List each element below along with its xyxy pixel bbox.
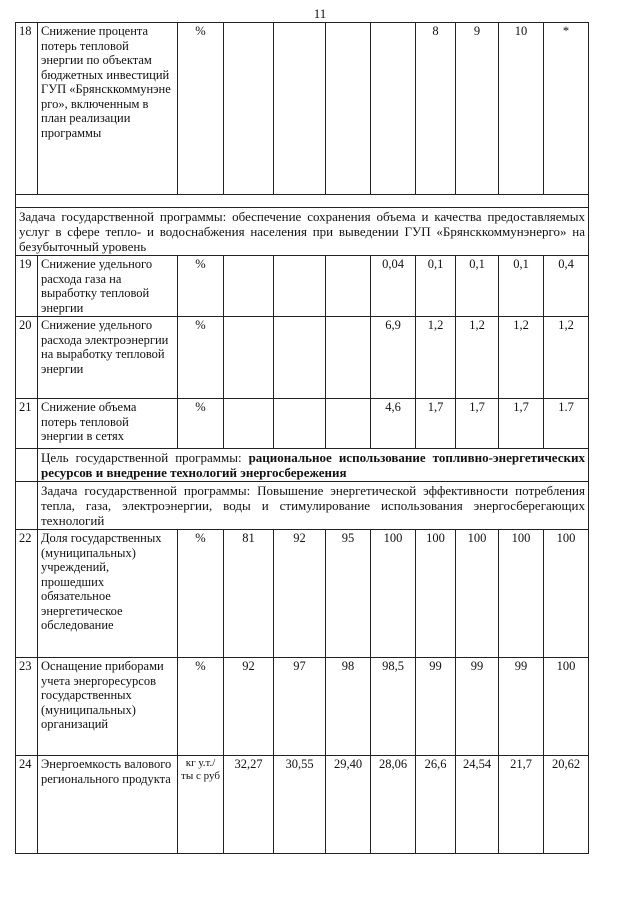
indicator-name: Снижение удельного расхода газа на выработку тепловой энергии xyxy=(38,256,178,317)
unit-cell: % xyxy=(178,317,224,399)
value-cell: 8 xyxy=(416,23,456,195)
value-cell: 99 xyxy=(416,658,456,756)
value-cell xyxy=(326,23,371,195)
indicator-name: Оснащение приборами учета энергоресурсов государственных (муниципальных) организаций xyxy=(38,658,178,756)
task-text: Задача государственной программы: обеспечение сохранения объема и качества предоставляемых услуг в сфере тепло- и водоснабжения населения при выведении ГУП «Брянсккоммунэнерго» на безубыточный уровень xyxy=(16,208,589,256)
value-cell: 1,7 xyxy=(456,399,499,449)
value-cell xyxy=(224,23,274,195)
task-row xyxy=(16,482,589,530)
value-cell: 99 xyxy=(499,658,544,756)
value-cell: 0,1 xyxy=(456,256,499,317)
value-cell: 97 xyxy=(274,658,326,756)
task-row xyxy=(16,208,589,256)
value-cell: 98,5 xyxy=(371,658,416,756)
value-cell: 26,6 xyxy=(416,756,456,854)
table-row xyxy=(16,530,589,658)
value-cell: 92 xyxy=(224,658,274,756)
row-number: 22 xyxy=(16,530,38,658)
value-cell: 100 xyxy=(499,530,544,658)
unit-cell: кг у.т./ты с руб xyxy=(178,756,224,854)
value-cell: 1,2 xyxy=(416,317,456,399)
value-cell xyxy=(326,256,371,317)
spacer-cell xyxy=(16,195,589,208)
value-cell: 1,7 xyxy=(499,399,544,449)
value-cell xyxy=(274,23,326,195)
value-cell xyxy=(326,317,371,399)
value-cell: 20,62 xyxy=(544,756,589,854)
value-cell: 6,9 xyxy=(371,317,416,399)
value-cell: 99 xyxy=(456,658,499,756)
table-row xyxy=(16,23,589,195)
value-cell: 100 xyxy=(416,530,456,658)
table-row xyxy=(16,756,589,854)
goal-row xyxy=(16,449,589,482)
row-number: 21 xyxy=(16,399,38,449)
value-cell: 0,1 xyxy=(499,256,544,317)
table-row xyxy=(16,256,589,317)
value-cell: 100 xyxy=(371,530,416,658)
goal-text xyxy=(38,449,589,482)
value-cell: 0,4 xyxy=(544,256,589,317)
goal-prefix: Цель государственной программы: xyxy=(41,450,242,465)
table-row xyxy=(16,317,589,399)
indicator-name: Доля государственных (муниципальных) учреждений, прошедших обязательное энергетическое обследование xyxy=(38,530,178,658)
value-cell: 100 xyxy=(544,530,589,658)
unit-cell: % xyxy=(178,23,224,195)
indicator-name: Снижение удельного расхода электроэнергии на выработку тепловой энергии xyxy=(38,317,178,399)
table-row xyxy=(16,658,589,756)
unit-cell: % xyxy=(178,658,224,756)
value-cell: 0,04 xyxy=(371,256,416,317)
value-cell: 30,55 xyxy=(274,756,326,854)
value-cell: 1,2 xyxy=(544,317,589,399)
unit-cell: % xyxy=(178,530,224,658)
unit-cell: % xyxy=(178,399,224,449)
value-cell: 100 xyxy=(544,658,589,756)
value-cell xyxy=(224,399,274,449)
goal-bold-text: рациональное использование топливно-энергетических ресурсов и внедрение технологий энергосбережения xyxy=(41,450,585,480)
value-cell: 10 xyxy=(499,23,544,195)
indicator-name: Снижение объема потерь тепловой энергии в сетях xyxy=(38,399,178,449)
value-cell: 28,06 xyxy=(371,756,416,854)
page-number: 11 xyxy=(313,6,327,21)
spacer-row xyxy=(16,195,589,208)
indicator-name: Снижение процента потерь тепловой энергии по объектам бюджетных инвестиций ГУП «Брянсккоммунэне рго», включенным в план реализации программы xyxy=(38,23,178,195)
goal-empty-cell xyxy=(16,449,38,482)
unit-cell: % xyxy=(178,256,224,317)
value-cell: 1,7 xyxy=(416,399,456,449)
value-cell: 4,6 xyxy=(371,399,416,449)
value-cell xyxy=(274,317,326,399)
row-number: 23 xyxy=(16,658,38,756)
row-number: 20 xyxy=(16,317,38,399)
value-cell: * xyxy=(544,23,589,195)
row-number: 18 xyxy=(16,23,38,195)
value-cell: 1,2 xyxy=(456,317,499,399)
table-row xyxy=(16,399,589,449)
value-cell: 98 xyxy=(326,658,371,756)
row-number: 19 xyxy=(16,256,38,317)
value-cell: 92 xyxy=(274,530,326,658)
value-cell: 29,40 xyxy=(326,756,371,854)
value-cell xyxy=(224,317,274,399)
value-cell: 32,27 xyxy=(224,756,274,854)
value-cell xyxy=(371,23,416,195)
indicator-name: Энергоемкость валового регионального продукта xyxy=(38,756,178,854)
row-number: 24 xyxy=(16,756,38,854)
value-cell: 21,7 xyxy=(499,756,544,854)
task-text: Задача государственной программы: Повышение энергетической эффективности потребления тепла, газа, электроэнергии, воды и стимулирование использования энергосберегающих технологий xyxy=(38,482,589,530)
value-cell: 95 xyxy=(326,530,371,658)
value-cell xyxy=(224,256,274,317)
value-cell xyxy=(326,399,371,449)
value-cell xyxy=(274,399,326,449)
value-cell: 81 xyxy=(224,530,274,658)
value-cell: 1.7 xyxy=(544,399,589,449)
task-empty-cell xyxy=(16,482,38,530)
value-cell: 9 xyxy=(456,23,499,195)
value-cell: 100 xyxy=(456,530,499,658)
value-cell: 1,2 xyxy=(499,317,544,399)
value-cell: 0,1 xyxy=(416,256,456,317)
value-cell: 24,54 xyxy=(456,756,499,854)
value-cell xyxy=(274,256,326,317)
indicators-table xyxy=(15,22,589,854)
